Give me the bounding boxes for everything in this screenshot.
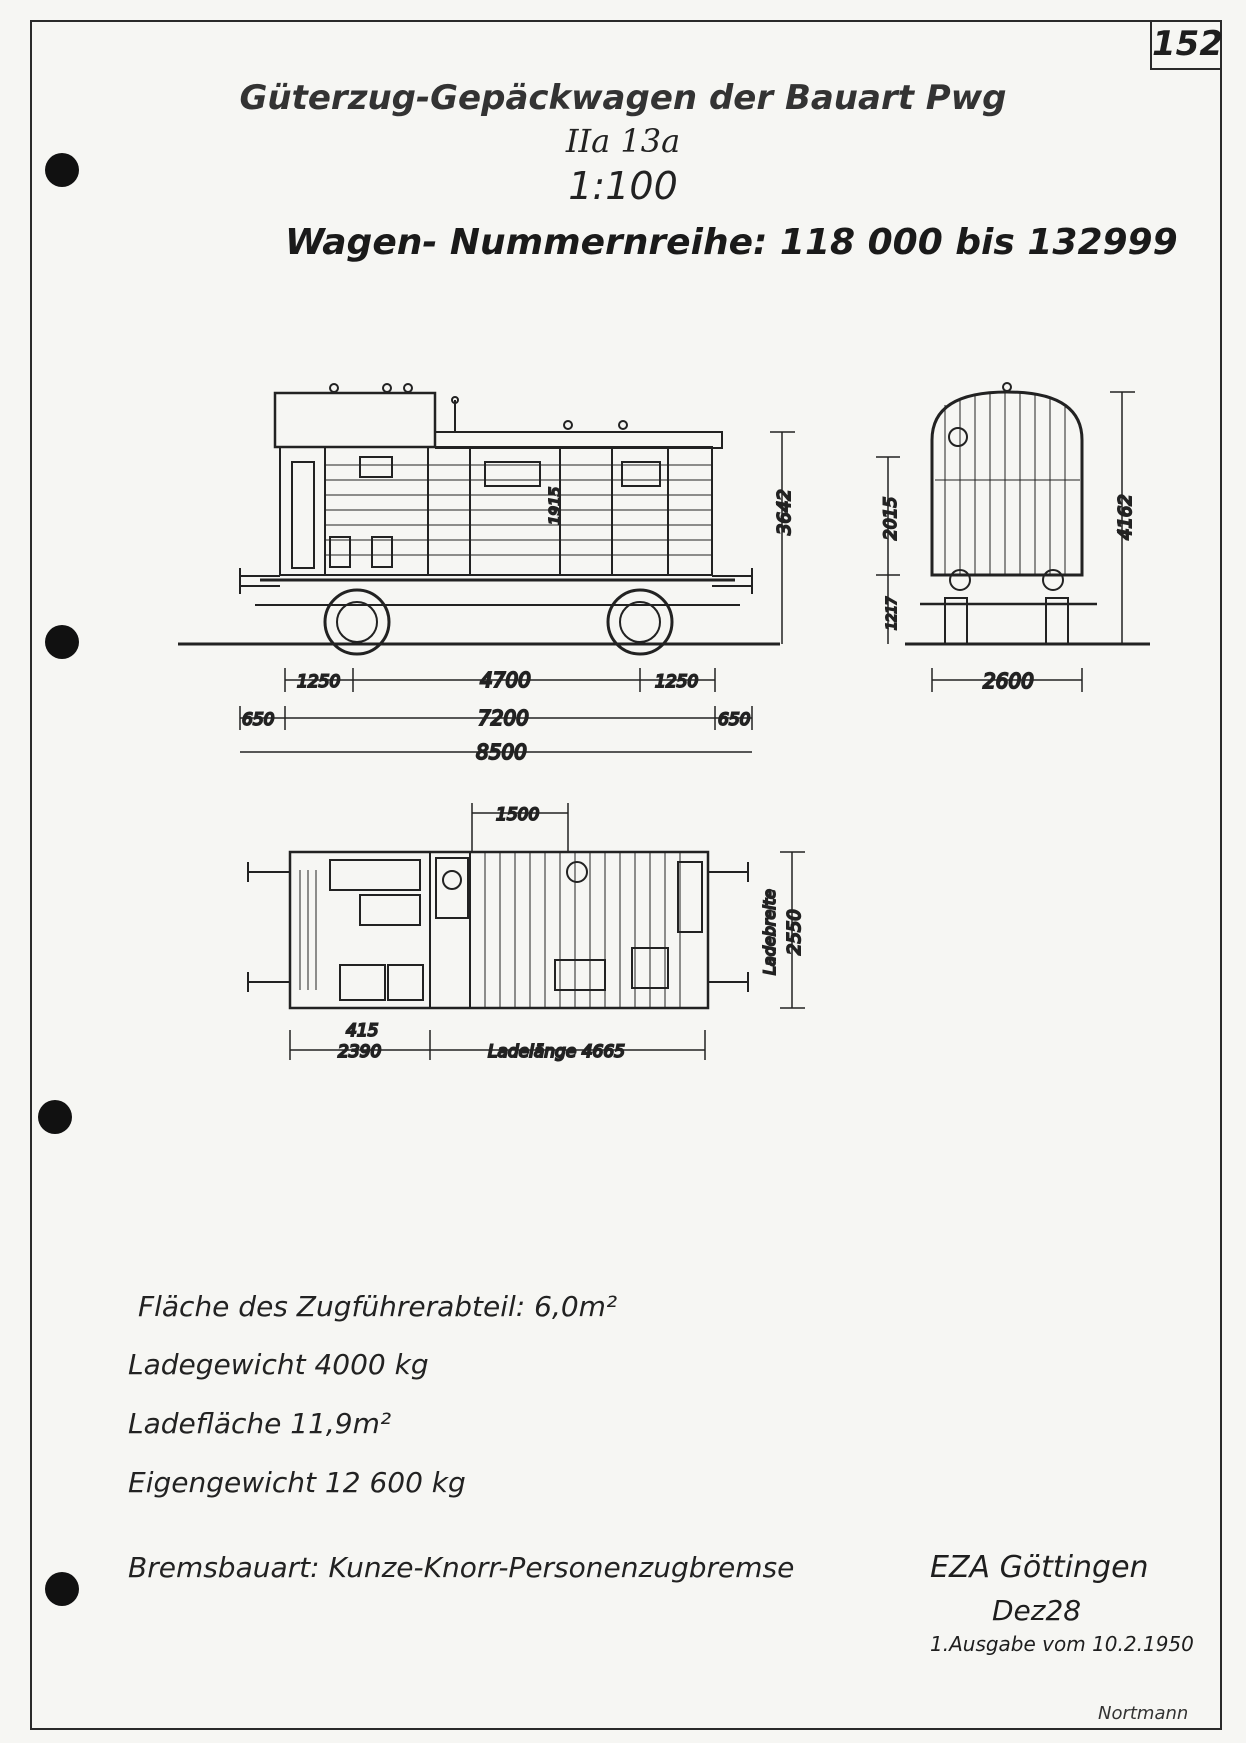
dim-1250-left: 1250 [297,672,341,692]
plan-compartment-415: 415 [346,1021,379,1041]
plan-ladebreite-label: Ladebreite [760,889,779,975]
side-window-height-1915: 1915 [546,486,564,525]
number-series: Wagen- Nummernreihe: 118 000 bis 132999 [285,222,1178,263]
dim-8500: 8500 [476,740,527,764]
dim-1250-right: 1250 [655,672,699,692]
dim-7200: 7200 [478,706,529,730]
title-line-1: Güterzug-Gepäckwagen der Bauart Pwg [239,78,1007,118]
spec-flaeche: Fläche des Zugführerabteil: 6,0m² [138,1290,618,1323]
side-view [178,384,795,764]
end-height-1217: 1217 [885,596,900,630]
end-height-4162: 4162 [1115,494,1136,540]
title-scale: 1:100 [568,164,678,208]
plan-door-1500: 1500 [496,805,540,825]
dim-4700: 4700 [480,668,531,692]
title-line-2: IIa 13a [565,122,681,160]
spec-eigengewicht: Eigengewicht 12 600 kg [128,1466,466,1499]
dim-650-right: 650 [718,710,751,730]
end-height-2015: 2015 [881,496,901,540]
side-height-3642: 3642 [774,489,795,535]
plan-ladelaenge: Ladelänge 4665 [488,1042,625,1062]
office-date: Dez28 [992,1594,1082,1627]
end-width-2600: 2600 [983,669,1034,693]
office-name: EZA Göttingen [930,1550,1149,1585]
dim-650-left: 650 [242,710,275,730]
sheet-number: 152 [1150,20,1222,70]
signature: Nortmann [1098,1703,1189,1724]
plan-compartment-2390: 2390 [338,1042,382,1062]
spec-bremsbauart: Bremsbauart: Kunze-Knorr-Personenzugbremse [128,1551,795,1584]
plan-view [248,803,805,1062]
spec-ladegewicht: Ladegewicht 4000 kg [128,1348,429,1381]
edition-note: 1.Ausgabe vom 10.2.1950 [930,1632,1194,1656]
plan-ladebreite-value: 2550 [784,909,805,955]
spec-ladeflaeche: Ladefläche 11,9m² [128,1407,392,1440]
end-view [876,383,1150,693]
